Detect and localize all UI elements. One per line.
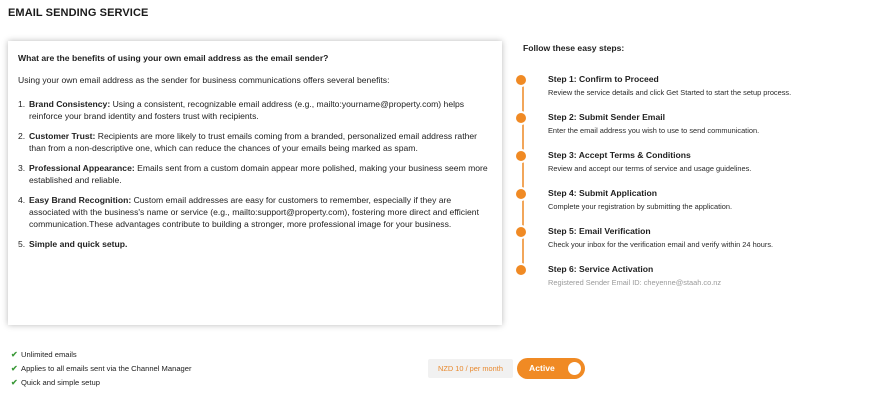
feature-label: Unlimited emails [21,350,77,359]
benefit-title: Brand Consistency: [29,99,111,109]
step-dot-icon [516,151,526,161]
check-icon: ✔ [11,378,18,387]
benefit-number: 2. [18,131,26,141]
step-title: Step 1: Confirm to Proceed [548,74,659,84]
benefit-number: 5. [18,239,26,249]
benefit-item [18,130,492,154]
step-desc: Review and accept our terms of service and usage guidelines. [548,164,752,173]
feature-item [11,348,192,362]
benefit-number: 1. [18,99,26,109]
step-title: Step 2: Submit Sender Email [548,112,665,122]
timeline-line [522,80,524,270]
benefit-text: Using a consistent, recognizable email address (e.g., mailto:yourname@property.com) helps reinforce your brand identity and fosters trust with recipients. [29,99,465,121]
price-badge: NZD 10 / per month [428,359,513,378]
step-dot-icon [516,189,526,199]
step-title: Step 3: Accept Terms & Conditions [548,150,691,160]
active-toggle[interactable] [517,358,585,379]
check-icon: ✔ [11,350,18,359]
benefit-text: Recipients are more likely to trust emails coming from a branded, personalized email address rather than from a non-descriptive one, which can reduce the chances of your emails being marked as spam. [29,131,478,153]
feature-label: Quick and simple setup [21,378,100,387]
step-dot-icon [516,75,526,85]
toggle-knob [568,362,581,375]
benefits-card [8,41,502,325]
benefit-item [18,98,492,122]
benefit-text: Custom email addresses are easy for customers to remember, especially if they are associated with the business's name or service (e.g., mailto:support@property.com), fostering more direct and efficient communication.These advantages contribute to building a stronger, more professional image for your business. [29,195,479,229]
feature-item [11,362,192,376]
step-dot-icon [516,227,526,237]
benefit-item [18,238,492,250]
toggle-label: Active [529,363,555,373]
benefit-number: 3. [18,163,26,173]
card-intro: Using your own email address as the sender for business communications offers several benefits: [18,75,390,85]
benefit-title: Professional Appearance: [29,163,135,173]
benefit-number: 4. [18,195,26,205]
benefit-item [18,194,492,230]
step-dot-icon [516,265,526,275]
step-desc: Enter the email address you wish to use to send communication. [548,126,760,135]
feature-list [11,348,192,390]
step-desc: Complete your registration by submitting the application. [548,202,733,211]
step-desc: Registered Sender Email ID: cheyenne@staah.co.nz [548,278,722,287]
step-title: Step 5: Email Verification [548,226,651,236]
check-icon: ✔ [11,364,18,373]
step-desc: Check your inbox for the verification email and verify within 24 hours. [548,240,774,249]
step-title: Step 4: Submit Application [548,188,658,198]
benefit-title: Customer Trust: [29,131,96,141]
feature-item [11,376,192,390]
page-title: EMAIL SENDING SERVICE [8,7,149,19]
steps-header: Follow these easy steps: [523,43,625,53]
card-question: What are the benefits of using your own email address as the email sender? [18,53,329,63]
step-desc: Review the service details and click Get Started to start the setup process. [548,88,792,97]
benefit-item [18,162,492,186]
step-dot-icon [516,113,526,123]
benefit-text: Emails sent from a custom domain appear more polished, making your business seem more established and reliable. [29,163,488,185]
benefit-list [18,98,492,250]
feature-label: Applies to all emails sent via the Channel Manager [21,364,192,373]
step-title: Step 6: Service Activation [548,264,654,274]
steps-timeline [515,72,855,287]
benefit-title: Simple and quick setup. [29,239,128,249]
benefit-title: Easy Brand Recognition: [29,195,132,205]
